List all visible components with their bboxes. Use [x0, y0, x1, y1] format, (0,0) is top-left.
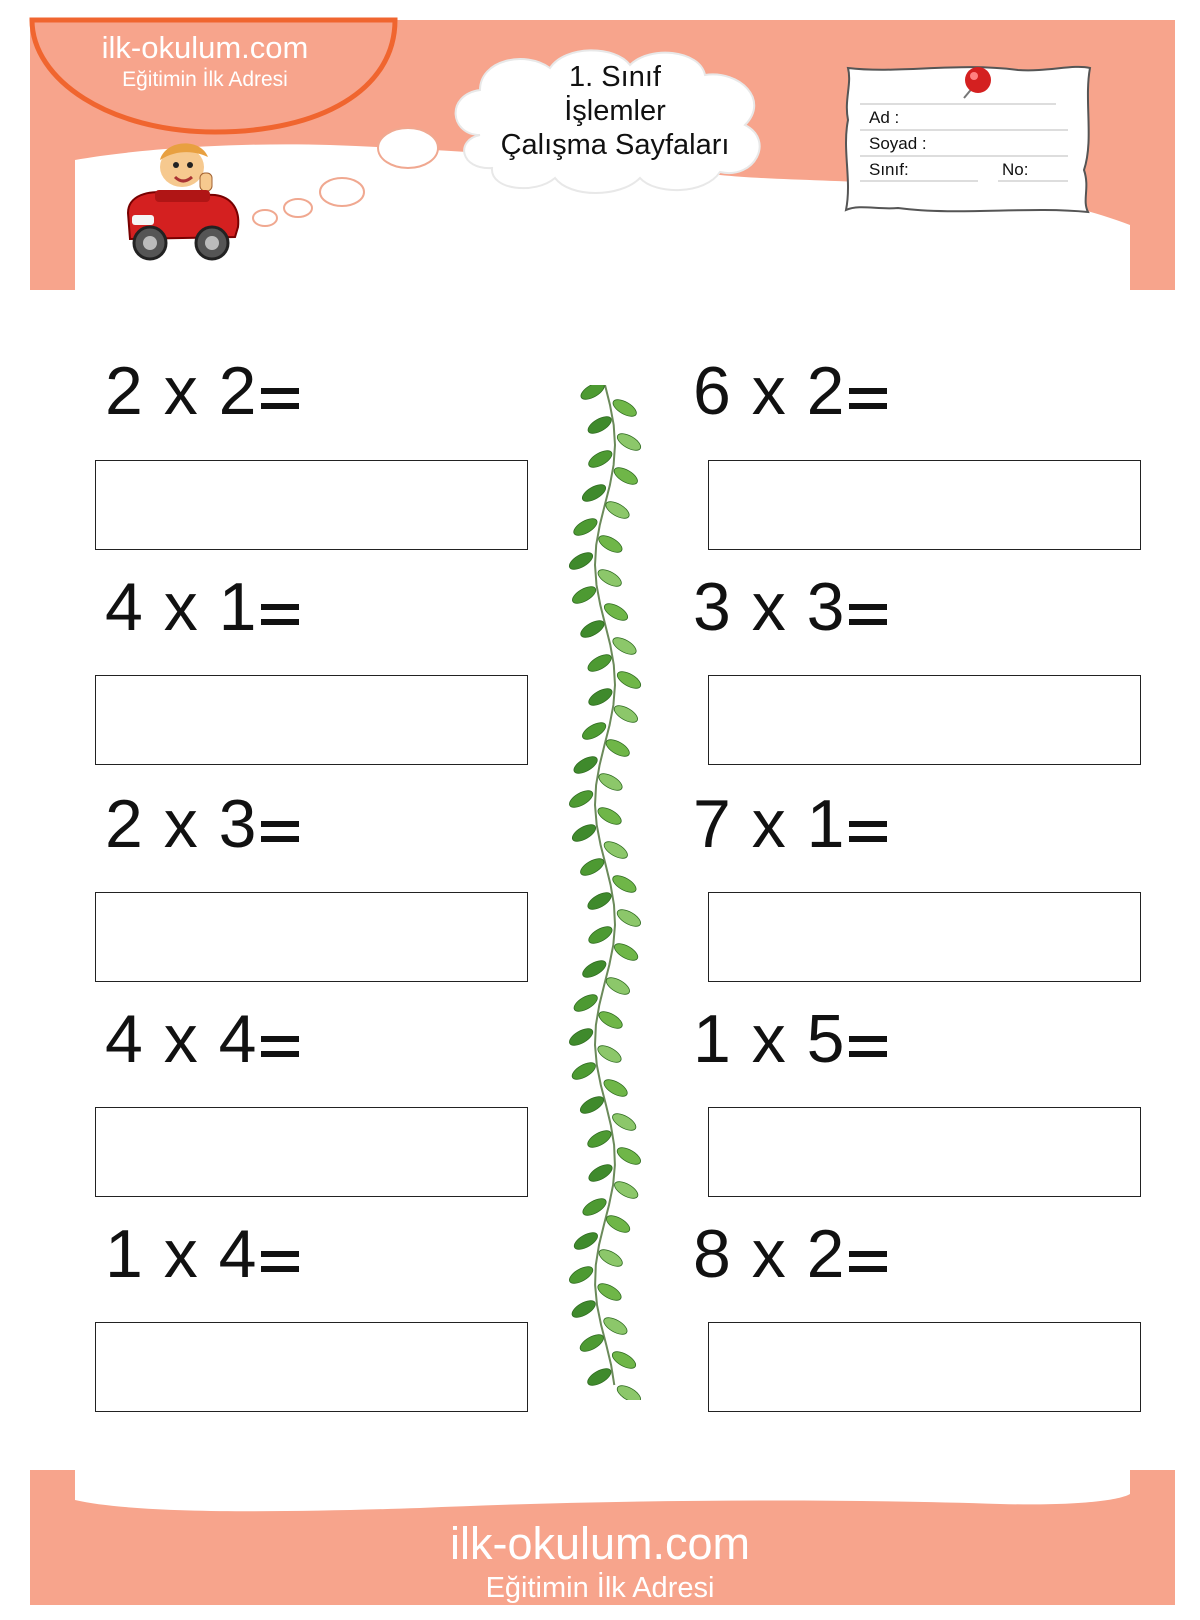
- push-pin-icon: [950, 60, 1000, 110]
- problem-text: 6 x 2: [693, 353, 846, 429]
- problem-text: 4 x 4: [105, 1001, 258, 1077]
- problem-text: 3 x 3: [693, 569, 846, 645]
- car-driver-icon: [120, 135, 245, 265]
- footer-tagline: Eğitimin İlk Adresi: [485, 1572, 715, 1604]
- equals-sign: [261, 604, 299, 632]
- problem-text: 1 x 5: [693, 1001, 846, 1077]
- problem-left-5: [105, 1215, 299, 1293]
- problem-text: 2 x 3: [105, 786, 258, 862]
- answer-box-right-3[interactable]: [708, 892, 1141, 982]
- answer-box-left-4[interactable]: [95, 1107, 528, 1197]
- problem-text: 8 x 2: [693, 1216, 846, 1292]
- equals-sign: [261, 388, 299, 416]
- answer-box-left-3[interactable]: [95, 892, 528, 982]
- problem-right-2: [693, 568, 887, 646]
- problem-left-2: [105, 568, 299, 646]
- problem-left-4: [105, 1000, 299, 1078]
- title-subject: İşlemler: [564, 95, 666, 127]
- answer-box-left-2[interactable]: [95, 675, 528, 765]
- problem-left-1: [105, 352, 299, 430]
- equals-sign: [261, 1251, 299, 1279]
- answer-box-left-1[interactable]: [95, 460, 528, 550]
- answer-box-right-1[interactable]: [708, 460, 1141, 550]
- problem-text: 1 x 4: [105, 1216, 258, 1292]
- problem-text: 4 x 1: [105, 569, 258, 645]
- title-grade: 1. Sınıf: [569, 61, 661, 93]
- answer-box-right-2[interactable]: [708, 675, 1141, 765]
- title-worksheets: Çalışma Sayfaları: [500, 129, 730, 161]
- equals-sign: [849, 1036, 887, 1064]
- footer-site-name: ilk-okulum.com: [449, 1518, 751, 1569]
- problem-text: 2 x 2: [105, 353, 258, 429]
- problem-right-1: [693, 352, 887, 430]
- name-label: Ad :: [869, 108, 900, 127]
- equals-sign: [261, 1036, 299, 1064]
- equals-sign: [849, 388, 887, 416]
- equals-sign: [849, 1251, 887, 1279]
- problem-right-5: [693, 1215, 887, 1293]
- answer-box-right-4[interactable]: [708, 1107, 1141, 1197]
- answer-box-right-5[interactable]: [708, 1322, 1141, 1412]
- class-label: Sınıf:: [869, 160, 909, 179]
- problem-left-3: [105, 785, 299, 863]
- logo-tagline: Eğitimin İlk Adresi: [122, 68, 288, 91]
- answer-box-left-5[interactable]: [95, 1322, 528, 1412]
- equals-sign: [849, 821, 887, 849]
- problem-text: 7 x 1: [693, 786, 846, 862]
- logo-site-name: ilk-okulum.com: [101, 30, 309, 65]
- vine-divider-icon: [560, 385, 650, 1400]
- surname-label: Soyad :: [869, 134, 927, 153]
- number-label: No:: [1002, 160, 1029, 179]
- problem-right-3: [693, 785, 887, 863]
- equals-sign: [261, 821, 299, 849]
- problem-right-4: [693, 1000, 887, 1078]
- equals-sign: [849, 604, 887, 632]
